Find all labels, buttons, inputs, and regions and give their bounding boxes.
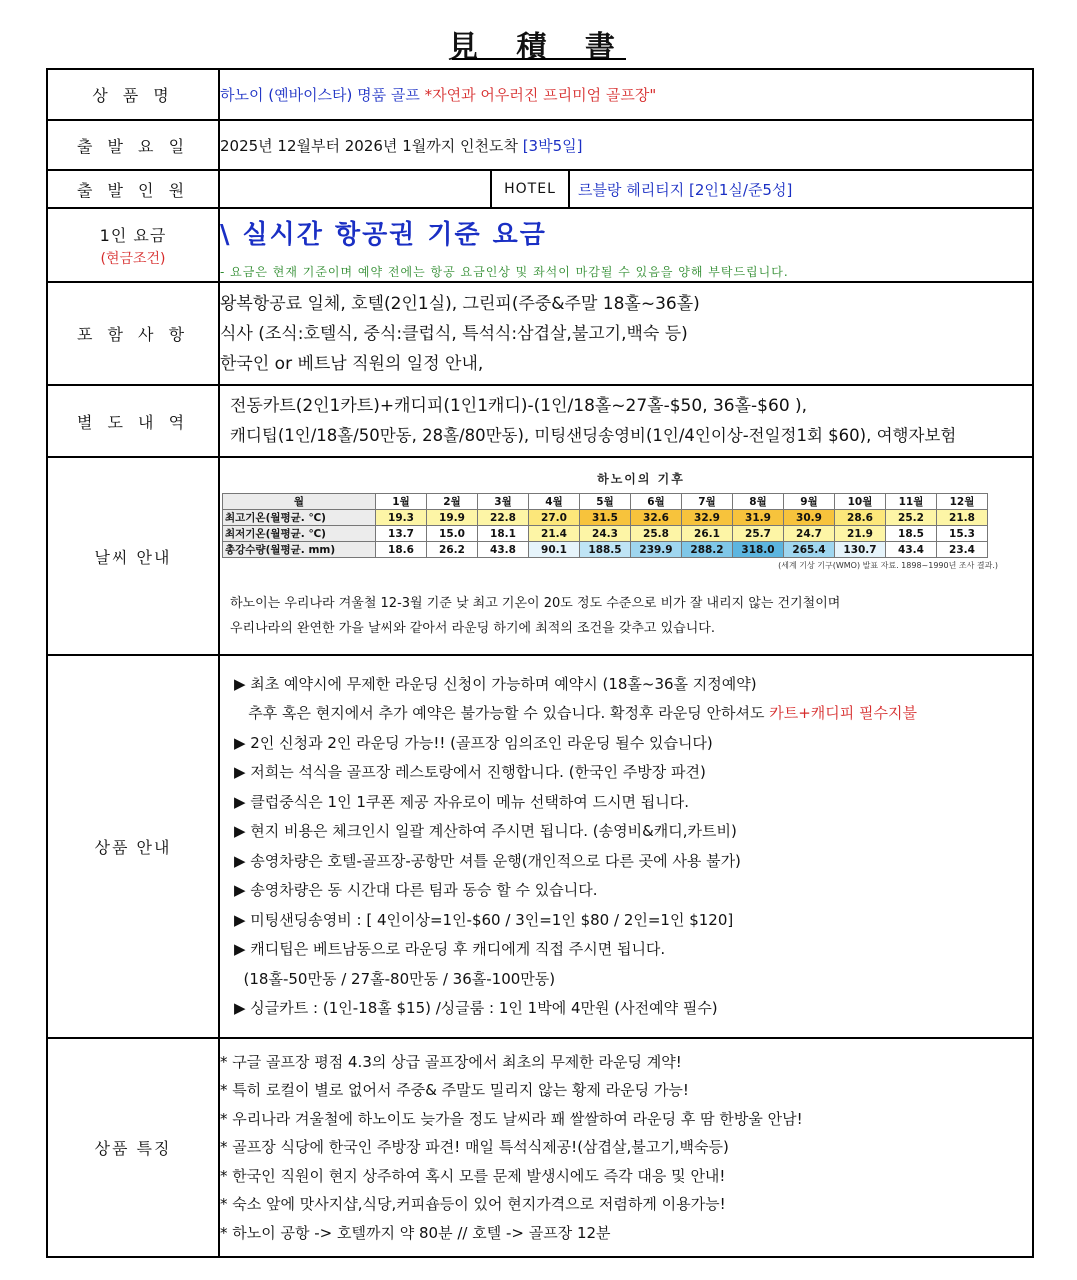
included-line: 왕복항공료 일체, 호텔(2인1실), 그린피(주중&주말 18홀~36홀) [220, 293, 700, 314]
info-line: ▶ 송영차량은 호텔-골프장-공항만 셔틀 운행(개인적으로 다른 곳에 사용 불가) [234, 851, 741, 870]
climate-month: 12월 [937, 494, 988, 510]
value-departure-date [219, 120, 1033, 170]
extra-line: 전동카트(2인1카트)+캐디피(1인1캐디)-(1인/18홀~27홀-$50, 36홀-$60 ), [230, 396, 808, 416]
label-included: 포 함 사 항 [47, 282, 219, 385]
row-product-info [47, 655, 1033, 1038]
climate-cell: 19.9 [427, 510, 478, 526]
weather-description [230, 591, 1032, 641]
product-name-text: 하노이 (옌바이스타) 명품 골프 [220, 86, 420, 104]
feature-line: * 구글 골프장 평점 4.3의 상급 골프장에서 최초의 무제한 라운딩 계약! [220, 1052, 682, 1071]
row-price [47, 208, 1033, 282]
label-weather: 날씨 안내 [47, 457, 219, 655]
climate-cell: 318.0 [733, 542, 784, 558]
climate-cell: 25.8 [631, 526, 682, 542]
info-line: ▶ 최초 예약시에 무제한 라운딩 신청이 가능하며 예약시 (18홀~36홀 지정예약) [234, 674, 757, 693]
row-departure-date [47, 120, 1033, 170]
climate-title: 하노이의 기후 [597, 472, 685, 486]
value-participants [219, 170, 1033, 208]
label-departure-date: 출 발 요 일 [47, 120, 219, 170]
climate-header-label: 월 [223, 494, 376, 510]
climate-cell: 26.2 [427, 542, 478, 558]
climate-cell: 43.4 [886, 542, 937, 558]
info-line-text: 추후 혹은 현지에서 추가 예약은 불가능할 수 있습니다. 확정후 라운딩 안하셔도 [234, 704, 770, 722]
climate-cell: 25.7 [733, 526, 784, 542]
row-included [47, 282, 1033, 385]
climate-row-max [223, 510, 988, 526]
label-participants: 출 발 인 원 [47, 170, 219, 208]
feature-line: * 특히 로컬이 별로 없어서 주중& 주말도 밀리지 않는 황제 라운딩 가능! [220, 1081, 689, 1100]
climate-cell: 13.7 [376, 526, 427, 542]
climate-month: 3월 [478, 494, 529, 510]
climate-row-label: 최저기온(월평균. ℃) [223, 526, 376, 542]
climate-source: (세계 기상 기구(WMO) 발표 자료. 1898~1990년 조사 결과.) [778, 561, 998, 570]
climate-cell: 130.7 [835, 542, 886, 558]
extra-line: 캐디팁(1인/18홀/50만동, 28홀/80만동), 미팅샌딩송영비(1인/4인이상-전일정1회 $60), 여행자보험 [230, 426, 957, 445]
row-weather [47, 457, 1033, 655]
climate-month: 1월 [376, 494, 427, 510]
hotel-name: 르블랑 헤리티지 [2인1실/준5성] [578, 180, 793, 199]
departure-date-text: 2025년 12월부터 2026년 1월까지 인천도착 [220, 136, 523, 155]
climate-cell: 24.3 [580, 526, 631, 542]
feature-line: * 숙소 앞에 맛사지샵,식당,커피숍등이 있어 현지가격으로 저렴하게 이용가능! [220, 1195, 726, 1214]
value-extra [219, 385, 1033, 457]
climate-cell: 15.0 [427, 526, 478, 542]
price-note-text: - 요금은 현재 기준이며 예약 전에는 항공 요금인상 및 좌석이 마감될 수 있음을 양해 부탁드립니다. [220, 265, 789, 279]
climate-month: 10월 [835, 494, 886, 510]
info-line: ▶ 2인 신청과 2인 라운딩 가능!! (골프장 임의조인 라운딩 될수 있습니다) [234, 733, 713, 752]
row-product-name [47, 69, 1033, 120]
climate-cell: 25.2 [886, 510, 937, 526]
climate-row-rain [223, 542, 988, 558]
hotel-label: HOTEL [492, 171, 570, 207]
feature-line: * 한국인 직원이 현지 상주하여 혹시 모를 문제 발생시에도 즉각 대응 및 안내! [220, 1166, 726, 1185]
info-line: ▶ 저희는 석식을 골프장 레스토랑에서 진행합니다. (한국인 주방장 파견) [234, 763, 706, 781]
climate-cell: 18.6 [376, 542, 427, 558]
participants-count [220, 171, 492, 207]
climate-cell: 265.4 [784, 542, 835, 558]
climate-cell: 21.8 [937, 510, 988, 526]
price-main-text: \ 실시간 항공권 기준 요금 [220, 220, 547, 250]
info-line: ▶ 싱글카트 : (1인-18홀 $15) /싱글룸 : 1인 1박에 4만원 (사전예약 필수) [234, 999, 718, 1017]
value-features [219, 1038, 1033, 1257]
product-tagline-text: *자연과 어우러진 프리미엄 골프장" [419, 86, 657, 104]
feature-line: * 하노이 공항 -> 호텔까지 약 80분 // 호텔 -> 골프장 12분 [220, 1223, 611, 1242]
climate-cell: 21.4 [529, 526, 580, 542]
value-price [219, 208, 1033, 282]
title-underline [452, 58, 626, 60]
climate-cell: 21.9 [835, 526, 886, 542]
info-line: ▶ 캐디팁은 베트남동으로 라운딩 후 캐디에게 직접 주시면 됩니다. [234, 940, 666, 958]
feature-line: * 골프장 식당에 한국인 주방장 파견! 매일 특석식제공!(삼겹살,불고기,백숙등) [220, 1138, 729, 1157]
info-line: ▶ 현지 비용은 체크인시 일괄 계산하여 주시면 됩니다. (송영비&캐디,카트비) [234, 822, 737, 840]
climate-cell: 22.8 [478, 510, 529, 526]
climate-cell: 31.5 [580, 510, 631, 526]
climate-row-min [223, 526, 988, 542]
climate-cell: 23.4 [937, 542, 988, 558]
climate-row-label: 총강수량(월평균. mm) [223, 542, 376, 558]
label-extra: 별 도 내 역 [47, 385, 219, 457]
climate-row-label: 최고기온(월평균. ℃) [223, 510, 376, 526]
info-line: ▶ 미팅샌딩송영비 : [ 4인이상=1인-$60 / 3인=1인 $80 / 2인=1인 $120] [234, 910, 734, 929]
climate-cell: 188.5 [580, 542, 631, 558]
climate-month: 5월 [580, 494, 631, 510]
climate-cell: 26.1 [682, 526, 733, 542]
label-product-info: 상품 안내 [47, 655, 219, 1038]
climate-cell: 32.6 [631, 510, 682, 526]
climate-cell: 30.9 [784, 510, 835, 526]
climate-cell: 15.3 [937, 526, 988, 542]
climate-cell: 28.6 [835, 510, 886, 526]
climate-month: 2월 [427, 494, 478, 510]
climate-cell: 288.2 [682, 542, 733, 558]
climate-month: 8월 [733, 494, 784, 510]
value-product-name [219, 69, 1033, 120]
climate-month: 11월 [886, 494, 937, 510]
label-price [47, 208, 219, 282]
climate-month: 7월 [682, 494, 733, 510]
weather-line: 우리나라의 완연한 가을 날씨와 같아서 라운딩 하기에 최적의 조건을 갖추고 있습니다. [230, 621, 715, 636]
label-features: 상품 특징 [47, 1038, 219, 1257]
climate-cell: 43.8 [478, 542, 529, 558]
climate-month: 9월 [784, 494, 835, 510]
climate-cell: 239.9 [631, 542, 682, 558]
climate-month: 4월 [529, 494, 580, 510]
climate-cell: 24.7 [784, 526, 835, 542]
trip-length-text: [3박5일] [522, 136, 583, 155]
info-line: ▶ 송영차량은 동 시간대 다른 팀과 동승 할 수 있습니다. [234, 881, 598, 899]
climate-cell: 18.1 [478, 526, 529, 542]
included-line: 한국인 or 베트남 직원의 일정 안내, [220, 353, 484, 374]
row-participants [47, 170, 1033, 208]
climate-table [222, 493, 988, 558]
info-line: (18홀-50만동 / 27홀-80만동 / 36홀-100만동) [234, 969, 556, 988]
climate-cell: 32.9 [682, 510, 733, 526]
feature-line: * 우리나라 겨울철에 하노이도 늦가을 정도 날씨라 꽤 쌀쌀하여 라운딩 후 땀 한방울 안남! [220, 1109, 803, 1128]
value-weather [219, 457, 1033, 655]
row-features [47, 1038, 1033, 1257]
price-label-sub: (현금조건) [100, 250, 166, 267]
label-product-name: 상 품 명 [47, 69, 219, 120]
price-label-text: 1인 요금 [99, 225, 167, 245]
climate-cell: 27.0 [529, 510, 580, 526]
climate-cell: 19.3 [376, 510, 427, 526]
climate-month: 6월 [631, 494, 682, 510]
value-product-info [219, 655, 1033, 1038]
quote-table [46, 68, 1034, 1258]
info-line [234, 699, 1032, 729]
info-line: ▶ 클럽중식은 1인 1쿠폰 제공 자유로이 메뉴 선택하여 드시면 됩니다. [234, 792, 690, 811]
document-title: 見 積 書 [448, 30, 629, 65]
value-included [219, 282, 1033, 385]
info-line-required: 카트+캐디피 필수지불 [769, 704, 917, 722]
climate-cell: 90.1 [529, 542, 580, 558]
climate-cell: 18.5 [886, 526, 937, 542]
climate-header-row [223, 494, 988, 510]
weather-line: 하노이는 우리나라 겨울철 12-3월 기준 낮 최고 기온이 20도 정도 수준으로 비가 잘 내리지 않는 건기철이며 [230, 596, 841, 611]
row-extra [47, 385, 1033, 457]
climate-cell: 31.9 [733, 510, 784, 526]
included-line: 식사 (조식:호텔식, 중식:클럽식, 특석식:삼겹살,불고기,백숙 등) [220, 323, 688, 344]
